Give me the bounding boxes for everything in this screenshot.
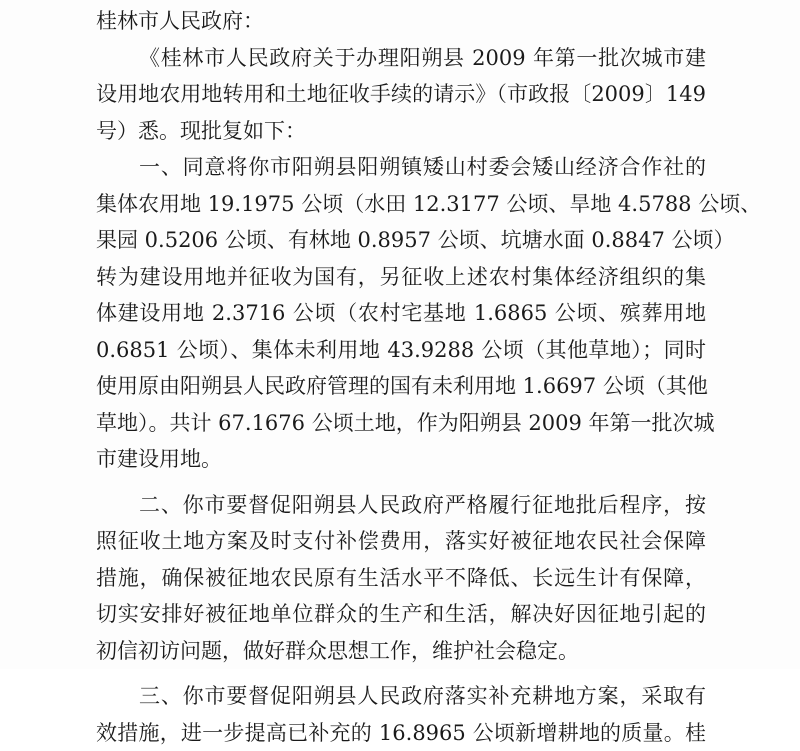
para2-line-2: 照征收土地方案及时支付补偿费用，落实好被征地农民社会保障	[96, 523, 706, 560]
para1-line-2: 集体农用地 19.1975 公顷（水田 12.3177 公顷、旱地 4.5788 公顷、	[96, 186, 706, 223]
intro-line-2: 设用地农用地转用和土地征收手续的请示》（市政报〔2009〕149	[96, 76, 706, 113]
para1-line-4: 转为建设用地并征收为国有，另征收上述农村集体经济组织的集	[96, 259, 706, 296]
para1-line-8: 草地）。共计 67.1676 公顷土地，作为阳朔县 2009 年第一批次城	[96, 405, 706, 442]
para1-line-9: 市建设用地。	[96, 441, 706, 478]
para2-line-3: 措施，确保被征地农民原有生活水平不降低、长远生计有保障，	[96, 560, 706, 597]
para3-line-1: 三、你市要督促阳朔县人民政府落实补充耕地方案，采取有	[96, 678, 706, 715]
para1-line-1: 一、同意将你市阳朔县阳朔镇矮山村委会矮山经济合作社的	[96, 149, 706, 186]
para1-line-6: 0.6851 公顷）、集体未利用地 43.9288 公顷（其他草地）；同时	[96, 332, 706, 369]
salutation: 桂林市人民政府：	[96, 3, 706, 40]
para1-line-3: 果园 0.5206 公顷、有林地 0.8957 公顷、坑塘水面 0.8847 公顷）	[96, 222, 706, 259]
paragraph-gap	[96, 478, 706, 487]
paragraph-2	[96, 487, 706, 670]
paragraph-1	[96, 149, 706, 478]
para1-line-7: 使用原由阳朔县人民政府管理的国有未利用地 1.6697 公顷（其他	[96, 368, 706, 405]
document-body	[96, 3, 706, 751]
intro-line-3: 号）悉。现批复如下：	[96, 113, 706, 150]
para3-line-2: 效措施，进一步提高已补充的 16.8965 公顷新增耕地的质量。桂	[96, 715, 706, 751]
paragraph-gap	[96, 669, 706, 678]
para2-line-1: 二、你市要督促阳朔县人民政府严格履行征地批后程序，按	[96, 487, 706, 524]
intro-line-1: 《桂林市人民政府关于办理阳朔县 2009 年第一批次城市建	[96, 40, 706, 77]
para1-line-5: 体建设用地 2.3716 公顷（农村宅基地 1.6865 公顷、殡葬用地	[96, 295, 706, 332]
para2-line-5: 初信初访问题，做好群众思想工作，维护社会稳定。	[96, 633, 706, 670]
intro-paragraph	[96, 40, 706, 150]
para2-line-4: 切实安排好被征地单位群众的生产和生活，解决好因征地引起的	[96, 596, 706, 633]
paragraph-3	[96, 678, 706, 751]
